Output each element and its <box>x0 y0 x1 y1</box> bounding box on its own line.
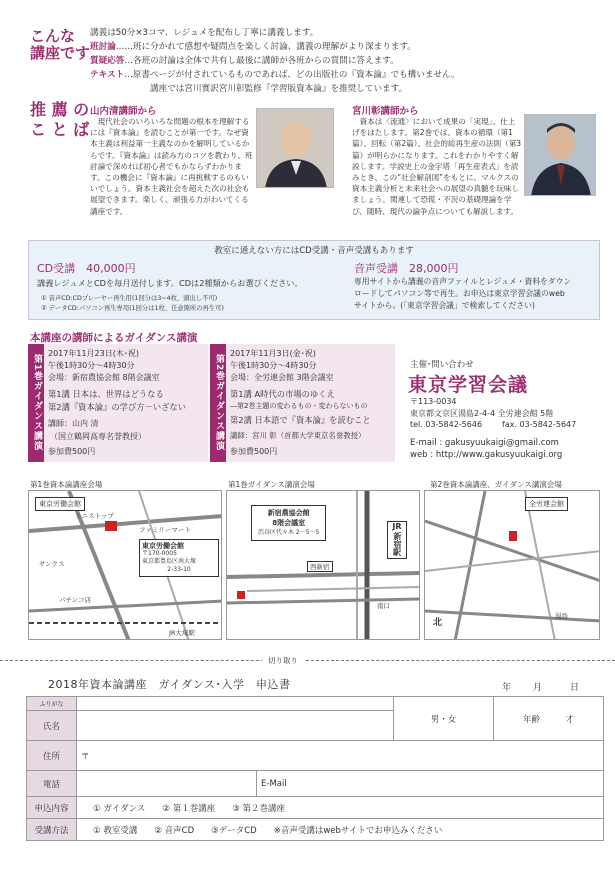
intro-line-2: 班討論……班に分かれて感想や疑問点を楽しく討論、講義の理解がより深まります。 <box>90 42 416 52</box>
org-email: E-mail : gakusyuukaigi@gmail.com <box>410 438 559 448</box>
left-recommender-name: 山内清講師から <box>90 106 157 117</box>
form-title: 2018年資本論講座 ガイダンス･入学 申込書 <box>48 678 291 691</box>
org-zip: 〒113-0034 <box>410 397 457 406</box>
cut-label: 切り取り <box>262 655 304 666</box>
g1-speaker: 講師：山内 清 <box>48 419 99 428</box>
intro-line-5: 講座では宮川實訳宮川彰監修『学習版資本論』を推奨しています。 <box>150 84 408 94</box>
intro-line-1: 講義は50分×3コマ、レジュメを配布し丁寧に講義します。 <box>90 28 319 38</box>
email-field[interactable] <box>307 771 604 797</box>
audio-desc-1: 専用サイトから講義の音声ファイルとレジュメ・資料をダウン <box>354 277 572 286</box>
org-tel: tel. 03-5842-5646 <box>410 420 483 429</box>
method-label: 受講方法 <box>27 819 77 841</box>
map-2-landmark-4: 西新宿 <box>307 561 333 572</box>
map-2-station: JR 新宿 駅 <box>387 521 407 559</box>
cd-opt-2: ② データCD:パソコン再生専用(1回分は1枚、任意箇所の再生可) <box>41 305 224 312</box>
right-recommend-text: 資本は〈流通〉において成果の「実現」、仕上げをはたします。第2巻では、資本の循環（第1篇）、回転（第2篇）、社会的総再生産の法則（第3篇）が明らかになります。これをわかりやすく解説します。学説史上の金字塔「再生産表式」を読みとき、この“社会解剖図”をもとに、マルクスの資本主義分析と未来社会への展望の真髄を玩味しましょう。関連して恐慌・不況の基礎理論を学び、随時、現代の論争点についても解説します。 <box>352 117 522 216</box>
org-name: 東京学習会議 <box>408 374 529 396</box>
recommend-label: 推 薦 の こ と ば <box>30 100 90 139</box>
g1-time: 午後1時30分～4時30分 <box>48 361 135 370</box>
g2-speaker: 講師：宮川 彰（首都大学東京名誉教授） <box>230 431 366 440</box>
cd-desc: 講義レジュメとCDを毎月送付します。CDは2種類からお選びください。 <box>37 278 303 288</box>
intro-block <box>90 26 600 96</box>
g1-venue: 会場：新宿農協会館 8階会議室 <box>48 373 160 382</box>
org-fax: fax. 03-5842-5647 <box>502 420 577 429</box>
map-1 <box>28 490 222 640</box>
map-3-title: 第2巻資本論講座、ガイダンス講演会場 <box>430 480 562 489</box>
map-1-landmark-2: ファミリーマート <box>139 526 191 534</box>
age-field[interactable]: 年齢 才 <box>494 697 604 741</box>
guidance-1 <box>28 344 208 462</box>
intro-line-3: 質疑応答…各班の討論は全体で共有し最後に講師が各班からの質問に答えます。 <box>90 56 399 66</box>
map-2-title: 第1巻ガイダンス講演会場 <box>228 480 315 489</box>
tel-field[interactable] <box>77 771 257 797</box>
tel-label: 電話 <box>27 771 77 797</box>
g2-lecture-1b: ―第2巻主題の変わるもの・変わらないもの <box>230 402 368 410</box>
content-label: 申込内容 <box>27 797 77 819</box>
g2-venue: 会場：全労連会館 3階会議室 <box>230 373 334 382</box>
g2-lecture-1: 第1講 A時代の市場のゆくえ <box>230 389 335 399</box>
right-speaker-photo <box>524 114 596 196</box>
map-1-landmark-5: JR大塚駅 <box>169 629 195 637</box>
map-3-landmark-1: 湯島 <box>555 612 568 620</box>
g1-fee: 参加費500円 <box>48 447 96 456</box>
form-row-tel <box>27 771 604 797</box>
map-3-north-mark: 北 <box>433 618 443 628</box>
g1-date: 2017年11月23日(木･祝) <box>48 349 139 358</box>
form-day-label: 日 <box>570 683 580 693</box>
g2-lecture-2: 第2講 日本語で『資本論』を読むこと <box>230 415 371 425</box>
org-web: web : http://www.gakusyuukaigi.org <box>410 450 563 460</box>
map-3 <box>424 490 600 640</box>
right-recommender-name: 宮川彰講師から <box>352 106 419 117</box>
name-field[interactable] <box>77 711 394 741</box>
g1-lecture-1: 第1講 日本は、世界はどうなる <box>48 389 164 399</box>
content-options[interactable]: ① ガイダンス ② 第１巻講座 ③ 第２巻講座 <box>77 797 604 819</box>
form-row-furigana <box>27 697 604 711</box>
map-2-venue-box: 新宿農協会館 8階会議室 渋谷区代々木 2－5－5 <box>251 505 326 541</box>
g1-lecture-2: 第2講『資本論』の学び方－いざない <box>48 402 187 412</box>
form-month-label: 月 <box>533 683 543 693</box>
guidance-1-tag: 第1巻ガイダンス講演 <box>28 344 44 462</box>
map-3-venue-box: 全労連会館 <box>525 497 568 511</box>
org-label: 主催･問い合わせ <box>410 360 474 370</box>
left-recommend-text: 現代社会のいろいろな問題の根本を理解するには『資本論』を読むことが第一です。なぜ資本主義は利益第一主義なのかを解明しているからです。『資本論』は読み方のコツを教わり、班討論で深めれば初心者でもかならずわかります。この機会に『資本論』に再挑戦するのもいいでしょう。資本主義社会を超えた次の社会も展望できます。楽しく、頑張る力がわいてくる講座です。 <box>90 117 253 216</box>
map-1-venue-box: 東京労働会館 <box>35 497 85 511</box>
guidance-title: 本講座の講師によるガイダンス講演 <box>30 332 198 344</box>
map-1-title: 第1巻資本論講座会場 <box>30 480 103 489</box>
guidance-2 <box>210 344 395 462</box>
g2-fee: 参加費500円 <box>230 447 278 456</box>
form-year-label: 年 <box>502 683 512 693</box>
cd-section <box>28 240 600 320</box>
furigana-field[interactable] <box>77 697 394 711</box>
cut-line <box>0 660 615 661</box>
map-3-graphic <box>425 491 600 640</box>
audio-title: 音声受講 28,000円 <box>354 262 459 275</box>
name-label: 氏名 <box>27 711 77 741</box>
cd-title: CD受講 40,000円 <box>37 262 136 275</box>
g2-time: 午後1時30分～4時30分 <box>230 361 317 370</box>
email-label: E-Mail <box>257 771 307 797</box>
form-row-content <box>27 797 604 819</box>
map-1-landmark-3: サンクス <box>39 560 65 568</box>
map-2 <box>226 490 420 640</box>
application-form <box>26 696 604 841</box>
intro-line-4: テキスト…原書ページが付されているものであれば、どの出版社の『資本論』でも構いません。 <box>90 70 460 80</box>
gender-field[interactable]: 男・女 <box>394 697 494 741</box>
audio-desc-2: ロードしてパソコン等で再生。お申込は東京学習会議のweb <box>354 289 565 298</box>
map-1-landmark-4: パチンコ店 <box>59 596 92 604</box>
address-field[interactable]: 〒 <box>77 741 604 771</box>
g2-date: 2017年11月3日(金･祝) <box>230 349 316 358</box>
form-row-method <box>27 819 604 841</box>
g1-speaker-affil: （国立鶴岡高専名誉教授） <box>50 432 146 441</box>
org-address: 東京都文京区湯島2-4-4 全労連会館 5階 <box>410 409 554 418</box>
map-2-landmark-5: 南口 <box>377 602 390 610</box>
map-1-landmark-1: ミニストップ <box>75 512 114 520</box>
map-1-info: 東京労働会館 〒170-0005 東京都豊島区南大塚 2-33-10 <box>139 539 219 577</box>
method-options[interactable]: ① 教室受講 ② 音声CD ③データCD ※音声受講はwebサイトでお申込みください <box>77 819 604 841</box>
left-speaker-photo <box>256 108 334 188</box>
guidance-2-tag: 第2巻ガイダンス講演 <box>210 344 226 462</box>
furigana-label: ふりがな <box>27 697 77 711</box>
form-row-address <box>27 741 604 771</box>
audio-desc-3: サイトから。(「東京学習会議」で検索してください) <box>354 301 535 310</box>
address-label: 住所 <box>27 741 77 771</box>
intro-label: こんな 講座です <box>30 27 91 62</box>
cd-header: 教室に通えない方にはCD受講・音声受講もあります <box>214 246 414 256</box>
cd-opt-1: ① 音声CD:CDプレーヤー再生用(1回分は3~4枚、頭出し不可) <box>41 295 218 302</box>
